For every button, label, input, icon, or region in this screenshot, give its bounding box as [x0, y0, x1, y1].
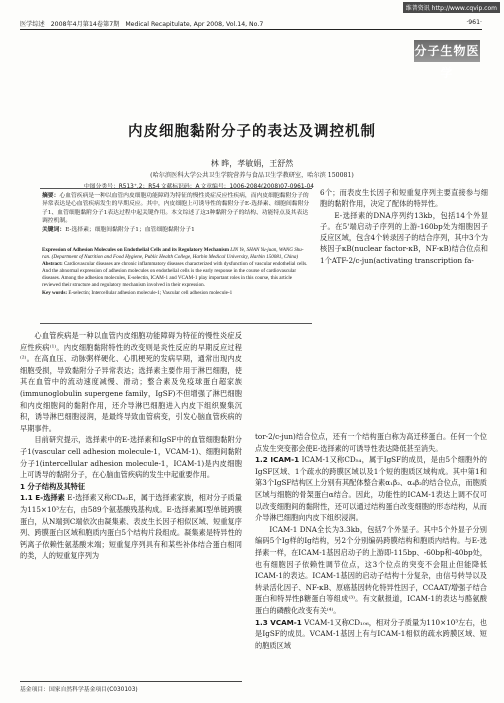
- journal-name-cn: 医学综述: [20, 21, 45, 28]
- watermark: 维普资讯 http://www.cqvip.com: [403, 2, 500, 13]
- article-title: 内皮细胞黏附分子的表达及调控机制: [128, 124, 376, 140]
- journal-name-en: Medical Recapitulate, Apr 2008, Vol.14, No.7: [125, 21, 264, 28]
- affiliation: (哈尔滨医科大学公共卫生学院营养与食品卫生学教研室，哈尔滨 150081): [150, 172, 354, 179]
- left-column: [20, 330, 242, 562]
- paragraph-text: E-选择素又称CD₆₂E，属于选择素家族，相对分子质量为115×10³左右，由589个氨基酸残基构成。E-选择素属Ⅰ型单链跨膜蛋白，从N端到C端依次由凝集素、表皮生长因子相似区域、短重复序列、跨膜蛋白区域和胞质内蛋白5个结构片段组成。凝集素是特异性的钙离子依赖性氨基酸末端；短重复序列具有和某些补体结合蛋白相同的类，人的短重复序列为: [20, 493, 242, 561]
- paragraph-text: VCAM-1又称CD₁₀₆，相对分子质量为110×10³左右，也是IgSF的成员。VCAM-1基因上有与ICAM-1相似的疏水跨膜区域、短的胞质区域: [255, 617, 487, 650]
- section-heading: 1 分子结构及其特征: [20, 481, 86, 491]
- paragraph: [20, 492, 242, 562]
- abstract-cn: [42, 192, 310, 234]
- title-en: Expression of Adhesion Molecules on Endothelial Cells and its Regulatory Mechanism: [42, 247, 229, 253]
- abstract-box: [40, 188, 312, 324]
- paragraph: [255, 617, 487, 652]
- abstract-en: [42, 247, 310, 297]
- document-code: 文献标识码：A: [160, 184, 200, 190]
- paragraph-text: ICAM-1又称CD₅₄，属于IgSF的成员，是由5个细胞外的IgSF区域、1个疏水的跨膜区域以及1个短的胞质区域构成。其中第1和第3个IgSF结构区上分别有其配体整合素α₁β₂、α₄β₂的结合位点，而胞质区域与细胞的骨架蛋白α结合。因此，功能性的ICAM-1表达上调不仅可以改变细胞间的黏附性，还可以通过结构蛋白改变细胞的形态结构，从而介导淋巴细胞向内皮下组织浸润。: [255, 455, 487, 523]
- header-rule: [20, 29, 482, 30]
- affiliation-en: (Department of Nutrition and Food Hygiene, Public Health College, Harbin Medical University, Harbin 150081, China): [51, 254, 299, 261]
- subsection-heading: 1.1 E-选择素: [20, 493, 65, 503]
- abstract-en-label: Abstract:: [42, 261, 63, 268]
- paragraph: E-选择素的DNA序列约13kb，包括14个外显子。在5'端启动子序列的上游-160bp处为细胞因子反应区域，包含4个转录因子的结合序列，其中3个为核因子κB(nuclear factor-κB，NF-κB)结合位点和1个ATF-2/c-jun(activating transcription fa-: [320, 210, 488, 265]
- paragraph: 目前研究提示，选择素中的E-选择素和IgSF中的血管细胞黏附分子1(vascular cell adhesion molecule-1，VCAM-1)、细胞间黏附分子1(intercellular adhesion molecule-1，ICAM-1)是内皮细胞上可诱导的黏附分子，在心脑血管疾病的发生中起重要作用。: [20, 435, 242, 480]
- running-header: [20, 19, 482, 28]
- keywords-en: E-selectin; Intercellular adhesion molecule-1; Vascular cell adhesion molecule-1: [68, 289, 233, 296]
- right-column-upper: [320, 187, 488, 266]
- subsection-heading: 1.3 VCAM-1: [255, 617, 302, 627]
- abstract-cn-text: 心血管疾病是一种以血管内皮细胞功能障碍为特征的慢性炎症反应性疾病，而内皮细胞黏附分子的异常表达是心血管疾病发生的早期反应。其中，内皮细胞上可诱导性的黏附分子E-选择素、细胞间黏附分子1、血管细胞黏附分子1表达过程中起关键作用。本文综述了这3种黏附分子的结构、功能特点及其表达调控机制。: [42, 193, 310, 225]
- clc-number: 中图分类号：R513⁺.2；R54: [84, 184, 160, 190]
- footnote-rule: [20, 681, 242, 682]
- authors-en: LIN Ye, SHAN Yu-juan, WANG Shu-ran.: [42, 247, 304, 261]
- paragraph: 心血管疾病是一种以血管内皮细胞功能障碍为特征的慢性炎症反应性疾病⁽¹⁾。内皮细胞黏附特性的改变则是炎性反应的早期反应过程⁽²⁾。在高血压、动脉粥样硬化、心肌梗死的发病早期，通常出现内皮细胞受损，导致黏附分子异常表达；选择素主要作用于淋巴细胞，使其在血管中的流动速度减慢、滑动；整合素及免疫球蛋白超家族(immunoglobulin supergene family，IgSF)不但增强了淋巴细胞和内皮细胞间的黏附作用，还介导淋巴细胞进入内皮下组织聚集沉积，诱导淋巴细胞浸润，是最终导致血管病变，引发心脑血管疾病的早期事件。: [20, 331, 242, 433]
- paragraph: tor-2/c-jun)结合位点，还有一个结构蛋白称为高迁移蛋白。任何一个位点发生突变都会使E-选择素的可诱导性表达降低甚至消失。: [255, 432, 487, 453]
- subsection-heading: 1.2 ICAM-1: [255, 455, 300, 465]
- issue-date-cn: 2008年4月第14卷第7期: [50, 21, 120, 28]
- article-number: 文章编号：1006-2084(2008)07-0961-04: [200, 184, 314, 190]
- keywords-cn-label: 关键词：: [42, 226, 66, 233]
- paragraph: 6个；而表皮生长因子和短重复序列主要直接参与细胞的黏附作用，决定了配体的特异性。: [320, 188, 488, 209]
- authors: 林 晔，孝敏娟，王舒然: [210, 159, 294, 168]
- paragraph: ICAM-1 DNA全长为3.3kb，包括7个外显子。其中5个外显子分别编码5个Ig样的Ig结构，另2个分别编码跨膜结构和胞质内结构。与E-选择素一样，在ICAM-1基因启动子的上游即-115bp、-60bp和-40bp处，也有细胞因子依赖性调节位点，这3个位点的突变不会阻止但能降低ICAM-1的表达。ICAM-1基因的启动子结构十分复杂，由信号转导以及转录活化因子、NF-κB、原癌基因转化特异性因子，CCAAT/增强子结合蛋白和特异性β糖蛋白等组成⁽³⁾。有文献报道，ICAM-1的表达与酪氨酸蛋白的磷酸化改变有关⁽⁴⁾。: [255, 524, 487, 615]
- paragraph: [255, 454, 487, 524]
- keywords-en-label: Key words:: [42, 289, 68, 296]
- abstract-en-text: Cardiovascular diseases are chronic inflammatory diseases characterized with dysfunction of vascular endothelial cells. And the abnormal expression of adhesion molecules on endothelial cells is the early response in the course of cardiovascular diseases. Among the adhesion molecules, E-selectin, ICAM-1 and VCAM-1 play important roles in this course, this article reviewed their structure and regulatory mechanism involved in their expression.: [42, 261, 308, 289]
- funding-footnote: 基金项目：国家自然科学基金项目(C030103): [20, 687, 138, 693]
- abstract-cn-label: 摘要：: [42, 193, 60, 199]
- column-badge: 分子生物医学: [414, 40, 480, 62]
- page-number: ·961·: [466, 19, 482, 26]
- right-column-lower: [255, 431, 487, 651]
- keywords-cn: E-选择素；细胞间黏附分子1；血管细胞黏附分子1: [65, 226, 195, 233]
